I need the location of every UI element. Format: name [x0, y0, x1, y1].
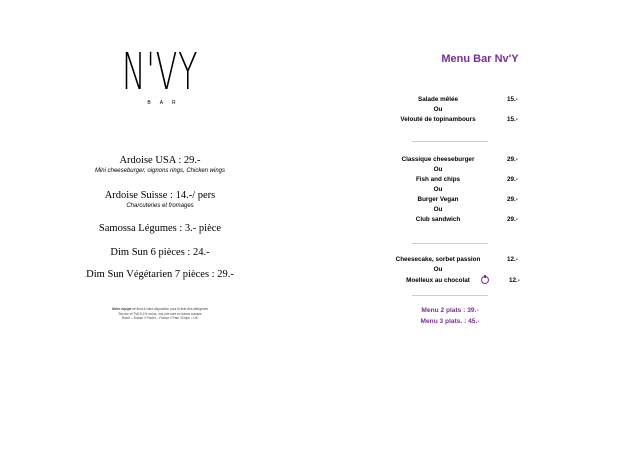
right-panel	[320, 0, 640, 452]
offer-desc: Mini cheeseburger, oignons rings, Chicken wings	[94, 168, 226, 174]
or-label: Ou	[433, 166, 443, 173]
menu-item-price: 29.-	[507, 216, 518, 223]
menu-2-plats: Menu 2 plats : 39.-	[421, 307, 479, 314]
footnote-line3: Bœuf – Suisse // Poulet – France // Pain //Chips – UK	[122, 316, 198, 321]
menu-item-name: Salade mêlée	[418, 96, 458, 103]
or-label: Ou	[433, 206, 443, 213]
menu-3-plats: Menu 3 plats. : 45.-	[420, 318, 480, 325]
or-label: Ou	[433, 186, 443, 193]
menu-item-price: 12.-	[509, 277, 520, 284]
section-divider	[412, 243, 488, 244]
menu-item-price: 29.-	[507, 196, 518, 203]
or-label: Ou	[433, 266, 443, 273]
logo-mark: N'VY	[121, 43, 199, 102]
menu-item-price: 12.-	[507, 256, 518, 263]
offer-title: Ardoise Suisse : 14.-/ pers	[104, 190, 216, 201]
offer-desc: Charcuteries et fromages	[126, 203, 194, 209]
menu-item-price: 15.-	[507, 96, 518, 103]
or-label: Ou	[433, 106, 443, 113]
vegetarian-icon	[481, 276, 489, 284]
menu-item-price: 29.-	[507, 156, 518, 163]
offer-ardoise-usa	[0, 155, 320, 174]
menu-item-name: Velouté de topinambours	[400, 116, 476, 123]
offer-title: Dim Sun Végétarien 7 pièces : 29.-	[86, 269, 234, 280]
footnote-line2: Service et TVA 8,1% inclus, nos prix sont en francs suisses	[118, 311, 202, 316]
offer-ardoise-suisse	[0, 190, 320, 209]
footnote-text: se tient à votre disposition pour la liste des allergènes	[132, 307, 209, 311]
offer-dim-sun-vegetarien	[0, 269, 320, 280]
section-divider	[412, 295, 488, 296]
menu-item-name: Cheesecake, sorbet passion	[395, 256, 481, 263]
logo-sub: BAR	[147, 100, 185, 106]
menu-item-name: Fish and chips	[415, 176, 461, 183]
menu-item-name: Classique cheeseburger	[401, 156, 475, 163]
offer-title: Ardoise USA : 29.-	[119, 155, 201, 166]
offer-dim-sun	[0, 247, 320, 258]
menu-item-price: 15.-	[507, 116, 518, 123]
offer-title: Samossa Légumes : 3.- pièce	[98, 223, 222, 234]
menu-item-name: Burger Vegan	[417, 196, 459, 203]
logo	[0, 43, 320, 106]
menu-title: Menu Bar Nv'Y	[441, 53, 519, 65]
section-divider	[412, 141, 488, 142]
offer-samossa	[0, 223, 320, 234]
offer-title: Dim Sun 6 pièces : 24.-	[110, 247, 210, 258]
footnote-lead: Notre équipe	[111, 307, 132, 311]
menu-item-name: Club sandwich	[415, 216, 461, 223]
footnote	[0, 307, 320, 321]
menu-item-name: Moelleux au chocolat	[406, 277, 470, 284]
menu-item-price: 29.-	[507, 176, 518, 183]
